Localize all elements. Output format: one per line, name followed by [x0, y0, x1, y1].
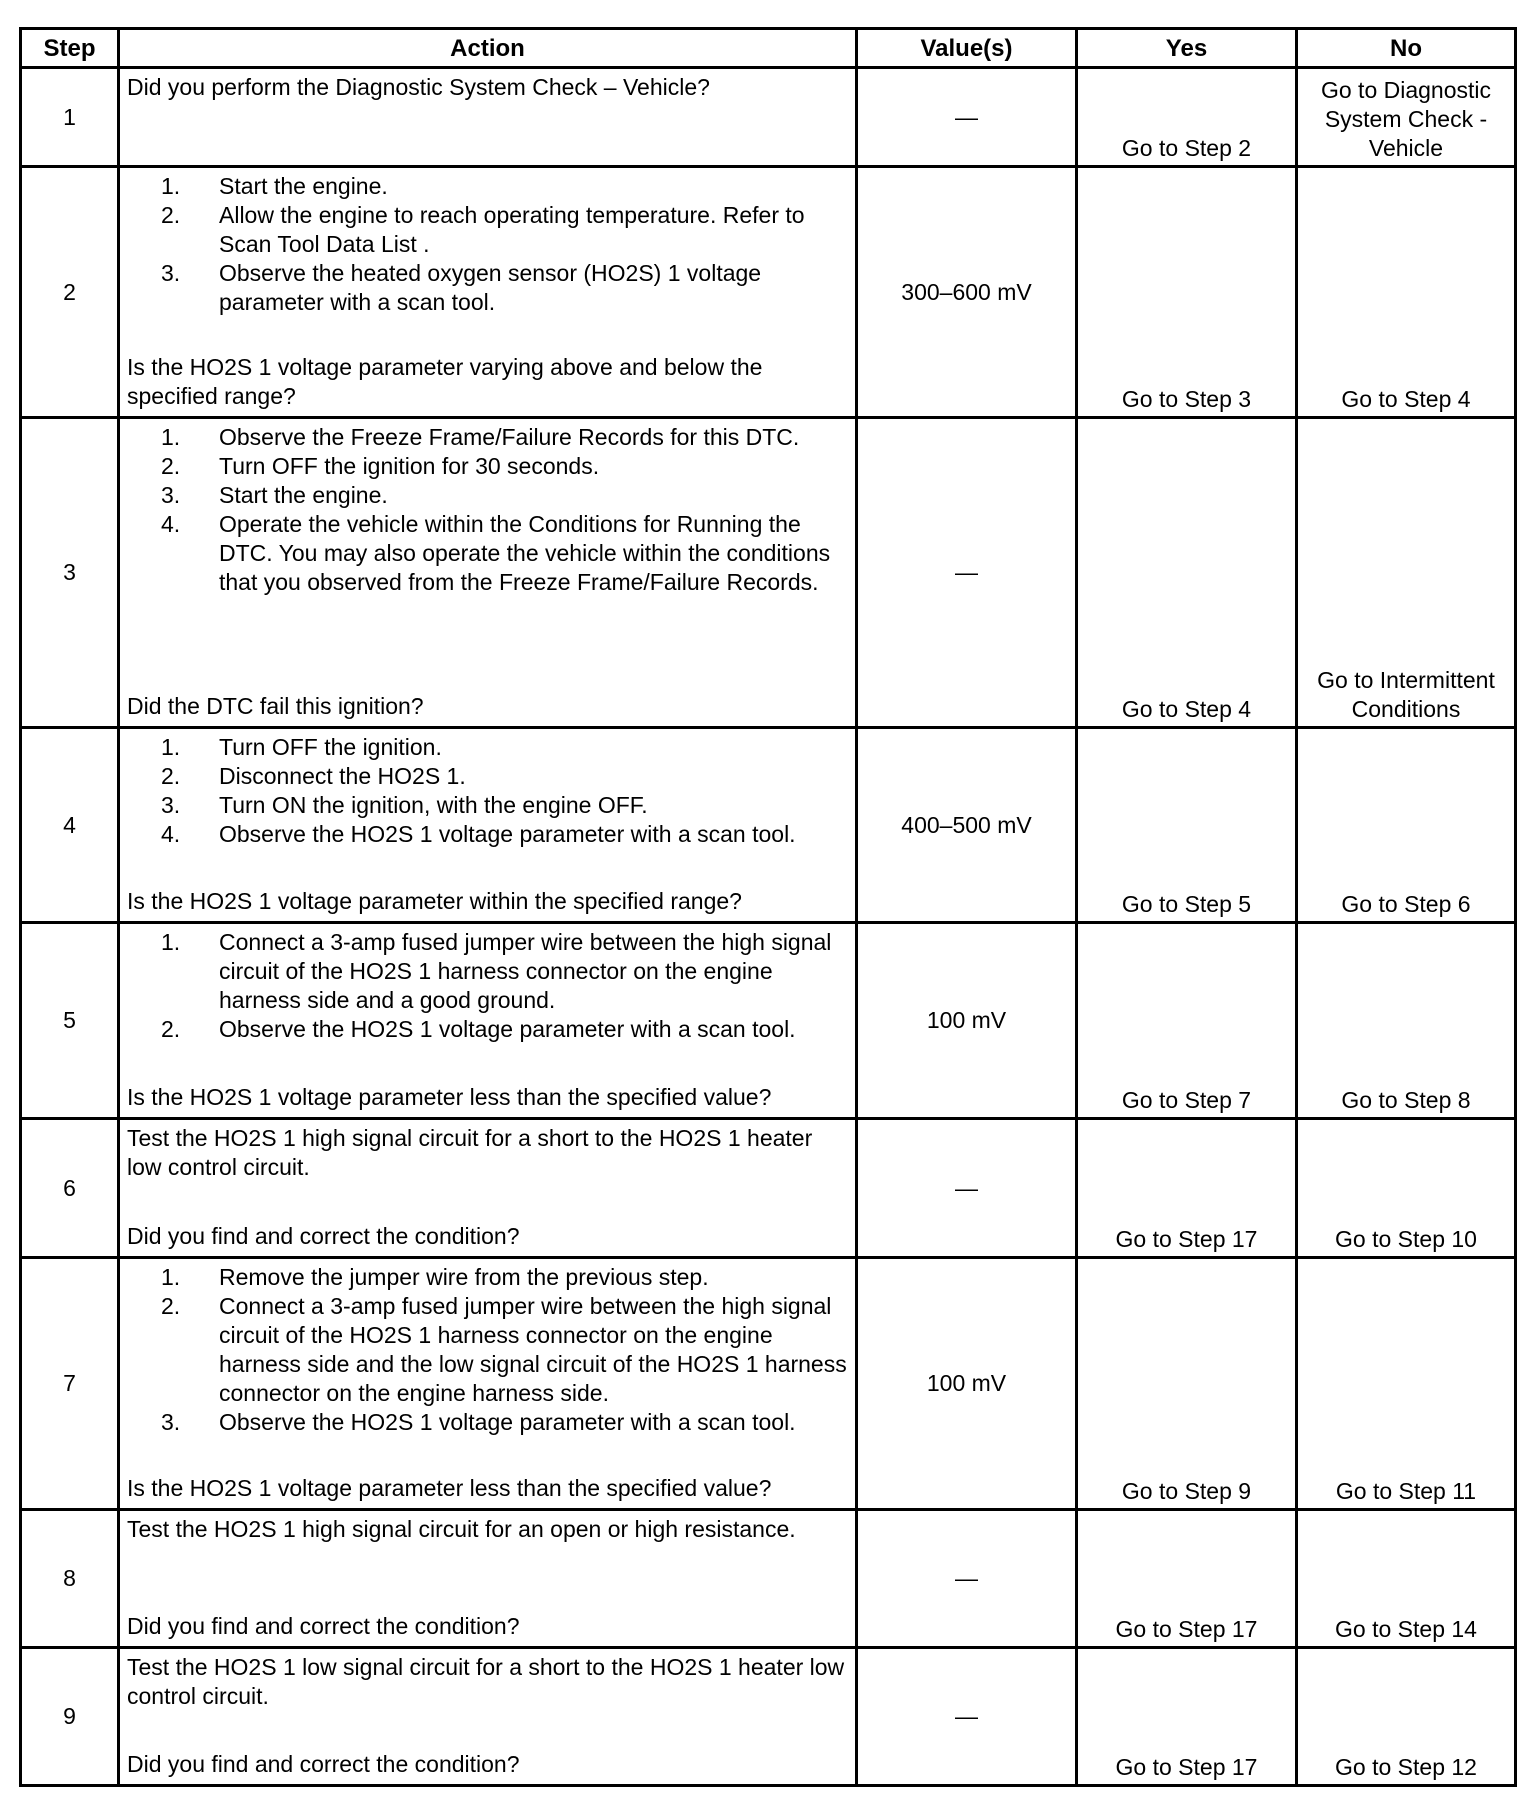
action-step-number: 2.	[161, 202, 181, 228]
action-step-text: Start the engine.	[219, 482, 388, 508]
table-row	[21, 167, 1516, 418]
table-body	[21, 68, 1516, 1786]
action-step-text: Disconnect the HO2S 1.	[219, 763, 466, 789]
action-cell	[119, 1119, 857, 1258]
action-step-number: 1.	[161, 173, 181, 199]
action-step-number: 2.	[161, 1016, 181, 1042]
action-steps	[127, 733, 848, 849]
action-step	[161, 201, 848, 259]
value-cell: 300–600 mV	[857, 167, 1077, 418]
action-cell	[119, 418, 857, 728]
no-cell: Go to Step 10	[1297, 1119, 1516, 1258]
action-steps	[127, 172, 848, 317]
action-step-number: 1.	[161, 929, 181, 955]
action-step-text: Observe the Freeze Frame/Failure Records for this DTC.	[219, 424, 800, 450]
table-row	[21, 418, 1516, 728]
action-text: Test the HO2S 1 high signal circuit for a short to the HO2S 1 heater low control circuit.	[127, 1125, 813, 1180]
action-steps	[127, 928, 848, 1044]
table-row	[21, 68, 1516, 167]
action-step-number: 1.	[161, 734, 181, 760]
action-step-text: Observe the HO2S 1 voltage parameter with a scan tool.	[219, 1409, 796, 1435]
step-number: 4	[21, 728, 119, 923]
action-text: Test the HO2S 1 high signal circuit for an open or high resistance.	[127, 1516, 796, 1542]
action-step	[161, 1292, 848, 1408]
value-cell: —	[857, 418, 1077, 728]
action-step	[161, 762, 848, 791]
action-step	[161, 423, 848, 452]
header-row	[21, 29, 1516, 68]
step-number: 9	[21, 1648, 119, 1786]
value-cell: 100 mV	[857, 1258, 1077, 1510]
action-step-text: Operate the vehicle within the Conditions for Running the DTC. You may also operate the vehicle within the conditions that you observed from the Freeze Frame/Failure Records.	[219, 511, 831, 595]
step-number: 8	[21, 1510, 119, 1648]
yes-cell: Go to Step 9	[1077, 1258, 1297, 1510]
action-step-text: Connect a 3-amp fused jumper wire between the high signal circuit of the HO2S 1 harness connector on the engine harness side and a good ground.	[219, 929, 832, 1013]
action-step-text: Turn ON the ignition, with the engine OFF.	[219, 792, 648, 818]
action-step	[161, 172, 848, 201]
action-step-text: Observe the heated oxygen sensor (HO2S) 1 voltage parameter with a scan tool.	[219, 260, 762, 315]
no-cell: Go to Diagnostic System Check - Vehicle	[1297, 68, 1516, 167]
action-step-number: 2.	[161, 453, 181, 479]
header-values: Value(s)	[857, 29, 1077, 68]
action-cell	[119, 728, 857, 923]
action-step-number: 3.	[161, 260, 181, 286]
yes-cell: Go to Step 5	[1077, 728, 1297, 923]
table-row	[21, 1258, 1516, 1510]
table-row	[21, 1648, 1516, 1786]
header-no: No	[1297, 29, 1516, 68]
yes-cell: Go to Step 7	[1077, 923, 1297, 1119]
action-step	[161, 481, 848, 510]
header-yes: Yes	[1077, 29, 1297, 68]
value-cell: —	[857, 1119, 1077, 1258]
value-cell: —	[857, 1648, 1077, 1786]
header-step: Step	[21, 29, 119, 68]
action-cell	[119, 68, 857, 167]
action-cell	[119, 923, 857, 1119]
action-step	[161, 820, 848, 849]
table-row	[21, 923, 1516, 1119]
action-step-text: Turn OFF the ignition for 30 seconds.	[219, 453, 600, 479]
action-step-number: 3.	[161, 1409, 181, 1435]
action-step	[161, 1015, 848, 1044]
action-question: Is the HO2S 1 voltage parameter varying above and below the specified range?	[127, 354, 763, 409]
no-cell: Go to Step 6	[1297, 728, 1516, 923]
action-text: Did you perform the Diagnostic System Check – Vehicle?	[127, 74, 710, 100]
step-number: 3	[21, 418, 119, 728]
step-number: 5	[21, 923, 119, 1119]
action-steps	[127, 423, 848, 597]
action-step-text: Remove the jumper wire from the previous step.	[219, 1264, 709, 1290]
action-step	[161, 510, 848, 597]
action-question: Is the HO2S 1 voltage parameter less than the specified value?	[127, 1084, 772, 1110]
yes-cell: Go to Step 4	[1077, 418, 1297, 728]
action-step	[161, 259, 848, 317]
yes-cell: Go to Step 17	[1077, 1510, 1297, 1648]
action-step-text: Start the engine.	[219, 173, 388, 199]
action-question: Did you find and correct the condition?	[127, 1751, 520, 1777]
action-step-number: 3.	[161, 792, 181, 818]
action-question: Did you find and correct the condition?	[127, 1613, 520, 1639]
action-cell	[119, 1258, 857, 1510]
value-cell: 400–500 mV	[857, 728, 1077, 923]
no-cell: Go to Step 4	[1297, 167, 1516, 418]
action-question: Did the DTC fail this ignition?	[127, 693, 424, 719]
no-cell: Go to Step 12	[1297, 1648, 1516, 1786]
action-text: Test the HO2S 1 low signal circuit for a short to the HO2S 1 heater low control circuit.	[127, 1654, 845, 1709]
step-number: 6	[21, 1119, 119, 1258]
action-step-number: 2.	[161, 763, 181, 789]
action-question: Did you find and correct the condition?	[127, 1223, 520, 1249]
yes-cell: Go to Step 3	[1077, 167, 1297, 418]
table-row	[21, 1119, 1516, 1258]
action-cell	[119, 1648, 857, 1786]
action-step	[161, 452, 848, 481]
table-row	[21, 728, 1516, 923]
action-step-number: 4.	[161, 511, 181, 537]
action-step-number: 2.	[161, 1293, 181, 1319]
action-step-number: 1.	[161, 424, 181, 450]
no-cell: Go to Step 8	[1297, 923, 1516, 1119]
step-number: 7	[21, 1258, 119, 1510]
diagnostic-table	[19, 27, 1517, 1787]
action-question: Is the HO2S 1 voltage parameter less than the specified value?	[127, 1475, 772, 1501]
action-step-text: Observe the HO2S 1 voltage parameter with a scan tool.	[219, 821, 796, 847]
action-step	[161, 928, 848, 1015]
value-cell: —	[857, 1510, 1077, 1648]
no-cell: Go to Intermittent Conditions	[1297, 418, 1516, 728]
action-step-text: Turn OFF the ignition.	[219, 734, 442, 760]
yes-cell: Go to Step 17	[1077, 1119, 1297, 1258]
header-action: Action	[119, 29, 857, 68]
table-row	[21, 1510, 1516, 1648]
action-step-number: 1.	[161, 1264, 181, 1290]
action-step	[161, 791, 848, 820]
action-step-text: Connect a 3-amp fused jumper wire between the high signal circuit of the HO2S 1 harness connector on the engine harness side and the low signal circuit of the HO2S 1 harness connector on the engine harness side.	[219, 1293, 847, 1406]
step-number: 2	[21, 167, 119, 418]
yes-cell: Go to Step 17	[1077, 1648, 1297, 1786]
action-step-number: 3.	[161, 482, 181, 508]
action-step	[161, 1263, 848, 1292]
action-step	[161, 733, 848, 762]
value-cell: 100 mV	[857, 923, 1077, 1119]
action-step	[161, 1408, 848, 1437]
step-number: 1	[21, 68, 119, 167]
action-question: Is the HO2S 1 voltage parameter within the specified range?	[127, 888, 742, 914]
action-step-text: Observe the HO2S 1 voltage parameter with a scan tool.	[219, 1016, 796, 1042]
action-steps	[127, 1263, 848, 1437]
action-step-text: Allow the engine to reach operating temperature. Refer to Scan Tool Data List .	[219, 202, 805, 257]
value-cell: —	[857, 68, 1077, 167]
action-step-number: 4.	[161, 821, 181, 847]
action-cell	[119, 1510, 857, 1648]
no-cell: Go to Step 14	[1297, 1510, 1516, 1648]
action-cell	[119, 167, 857, 418]
no-cell: Go to Step 11	[1297, 1258, 1516, 1510]
yes-cell: Go to Step 2	[1077, 68, 1297, 167]
